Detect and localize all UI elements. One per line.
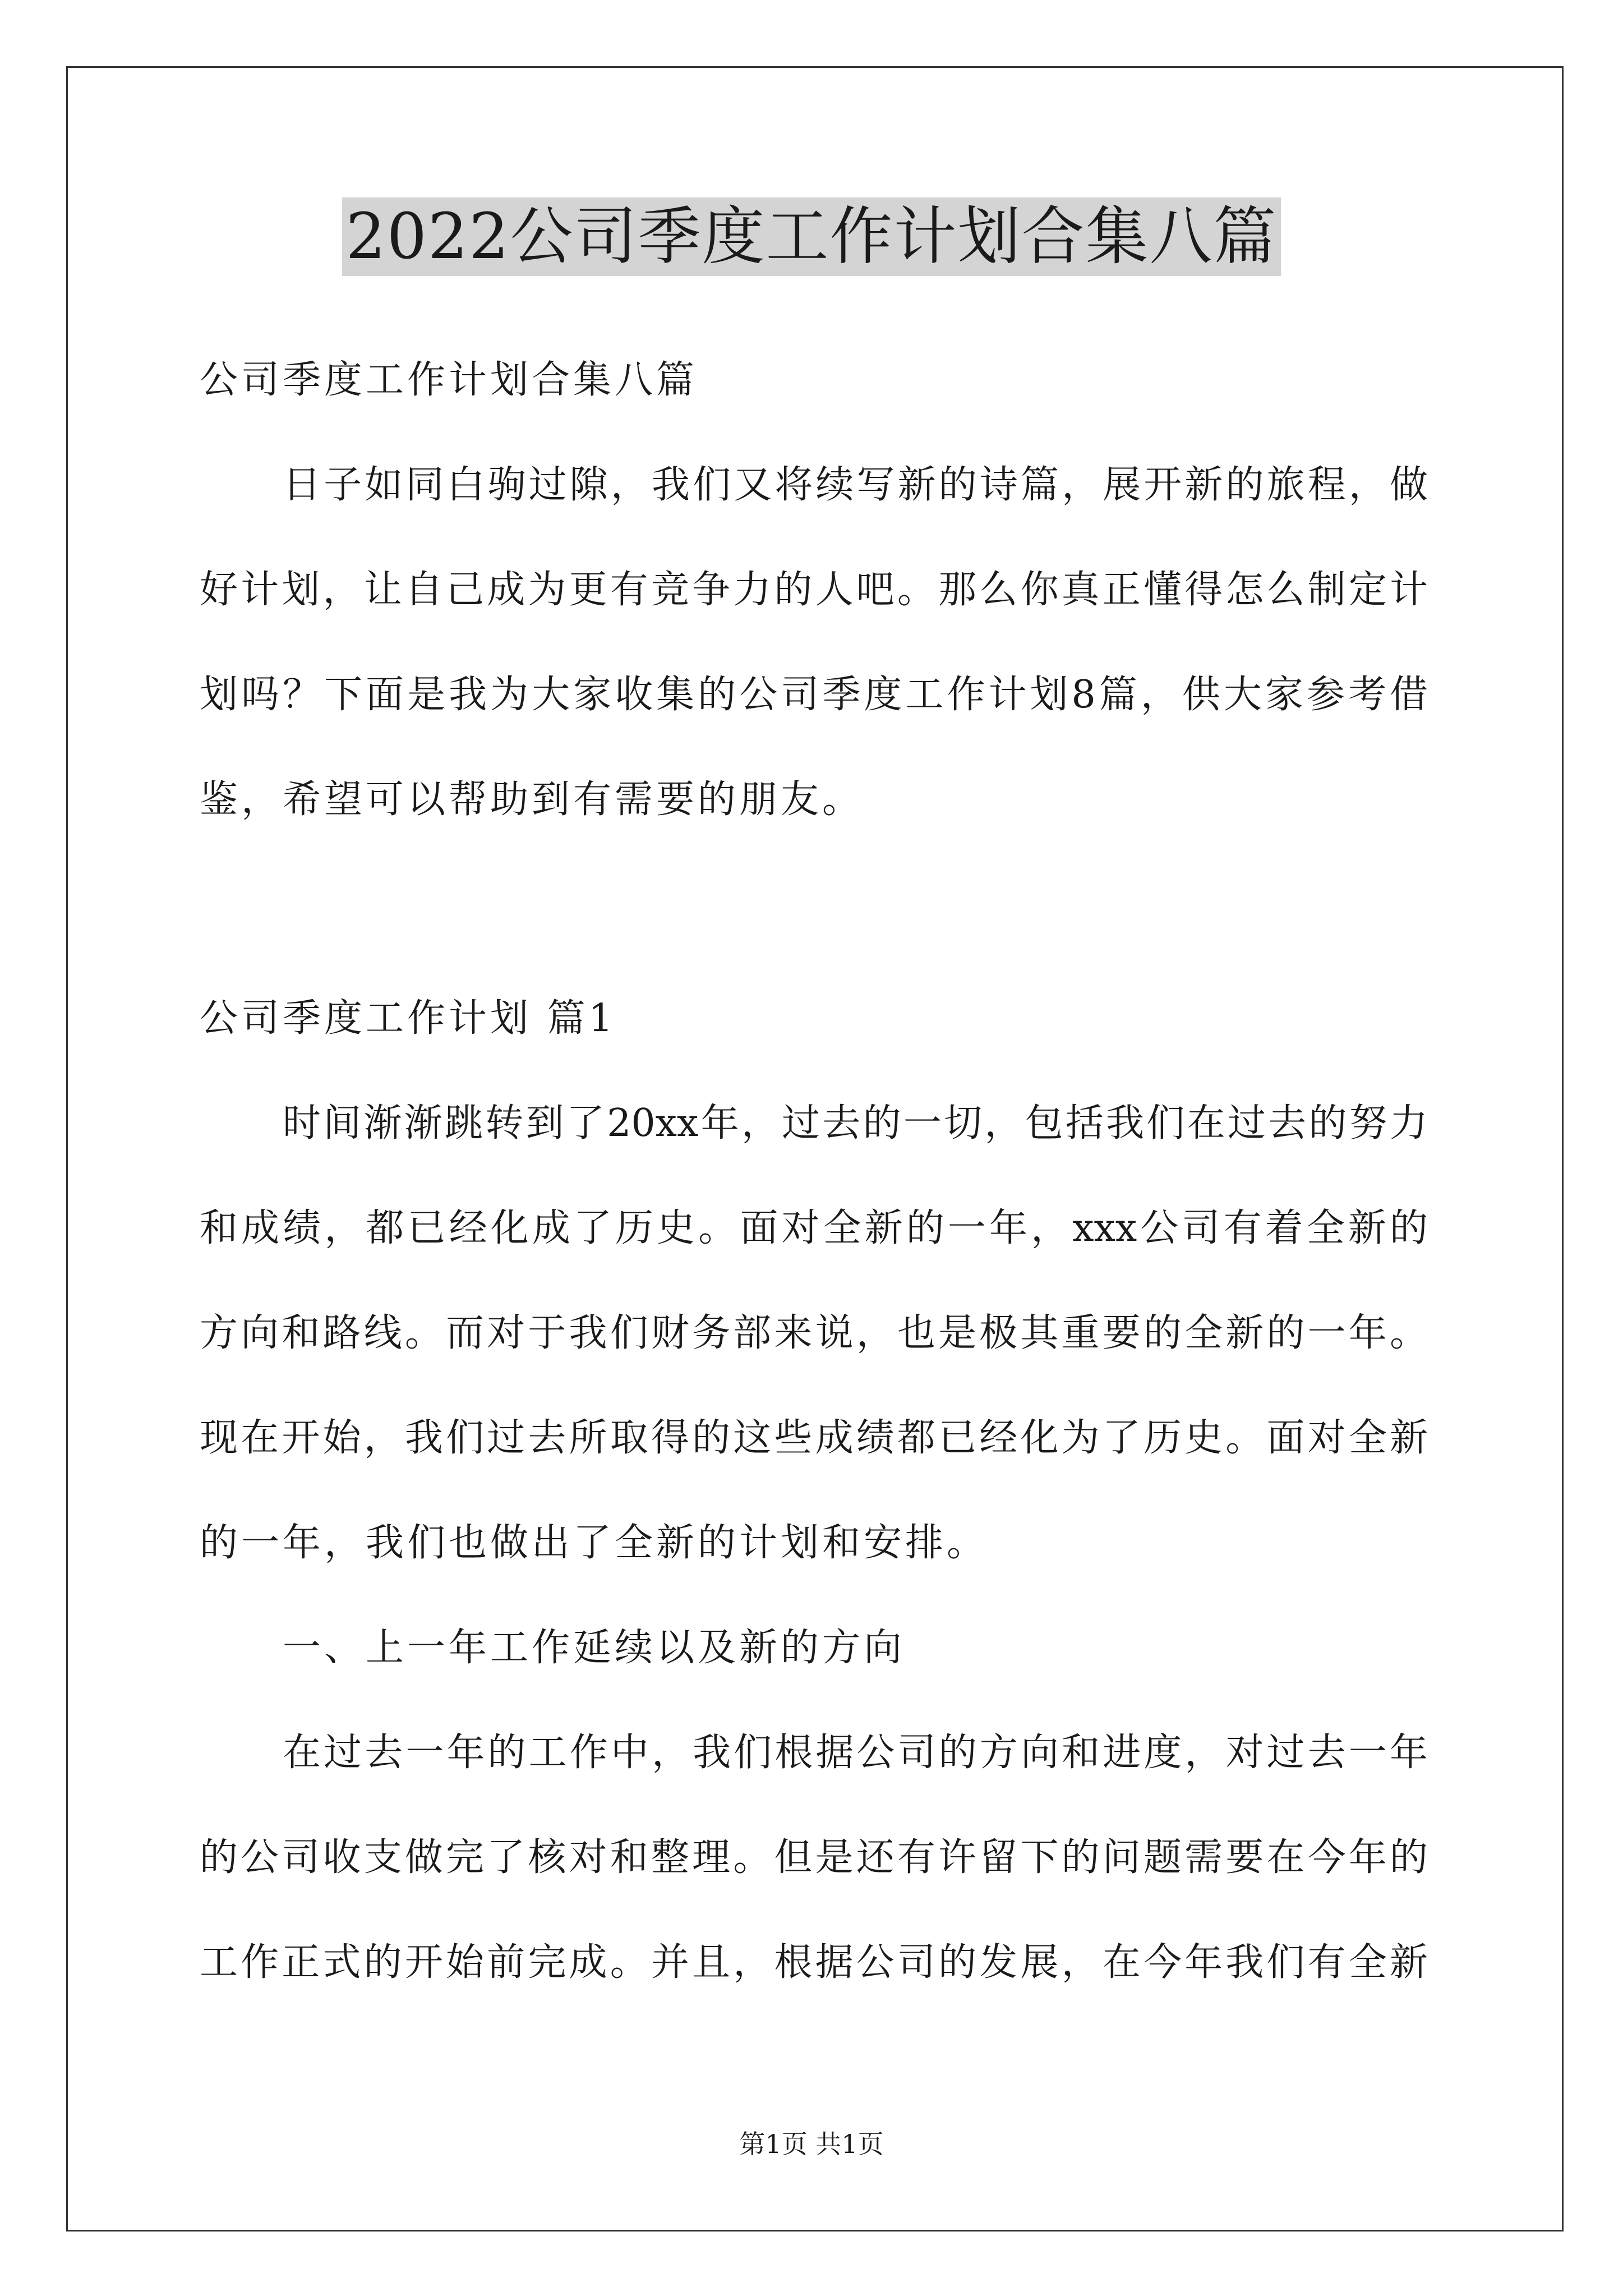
paragraph-line: 的公司收支做完了核对和整理。但是还有许留下的问题需要在今年的 — [200, 1835, 1428, 1880]
paragraph-line: 方向和路线。而对于我们财务部来说，也是极其重要的全新的一年。 — [200, 1311, 1428, 1355]
intro-line: 好计划，让自己成为更有竞争力的人吧。那么你真正懂得怎么制定计 — [200, 568, 1428, 612]
section-heading: 公司季度工作计划 篇1 — [200, 996, 616, 1041]
paragraph-line: 和成绩，都已经化成了历史。面对全新的一年，xxx公司有着全新的 — [200, 1206, 1428, 1250]
paragraph-line: 现在开始，我们过去所取得的这些成绩都已经化为了历史。面对全新 — [200, 1416, 1428, 1460]
document-title: 2022公司季度工作计划合集八篇 — [342, 197, 1280, 276]
intro-line: 划吗？下面是我为大家收集的公司季度工作计划8篇，供大家参考借 — [200, 673, 1428, 717]
intro-line: 日子如同白驹过隙，我们又将续写新的诗篇，展开新的旅程，做 — [283, 463, 1428, 507]
sub-heading: 一、上一年工作延续以及新的方向 — [283, 1626, 906, 1670]
paragraph-line: 在过去一年的工作中，我们根据公司的方向和进度，对过去一年 — [283, 1731, 1428, 1775]
paragraph-line: 工作正式的开始前完成。并且，根据公司的发展，在今年我们有全新 — [200, 1940, 1428, 1985]
title-block — [0, 197, 1623, 276]
paragraph-line: 的一年，我们也做出了全新的计划和安排。 — [200, 1521, 989, 1565]
document-subtitle: 公司季度工作计划合集八篇 — [200, 358, 698, 402]
page-footer: 第1页 共1页 — [739, 2129, 884, 2159]
intro-line: 鉴，希望可以帮助到有需要的朋友。 — [200, 777, 864, 822]
paragraph-line: 时间渐渐跳转到了20xx年，过去的一切，包括我们在过去的努力 — [283, 1101, 1428, 1145]
